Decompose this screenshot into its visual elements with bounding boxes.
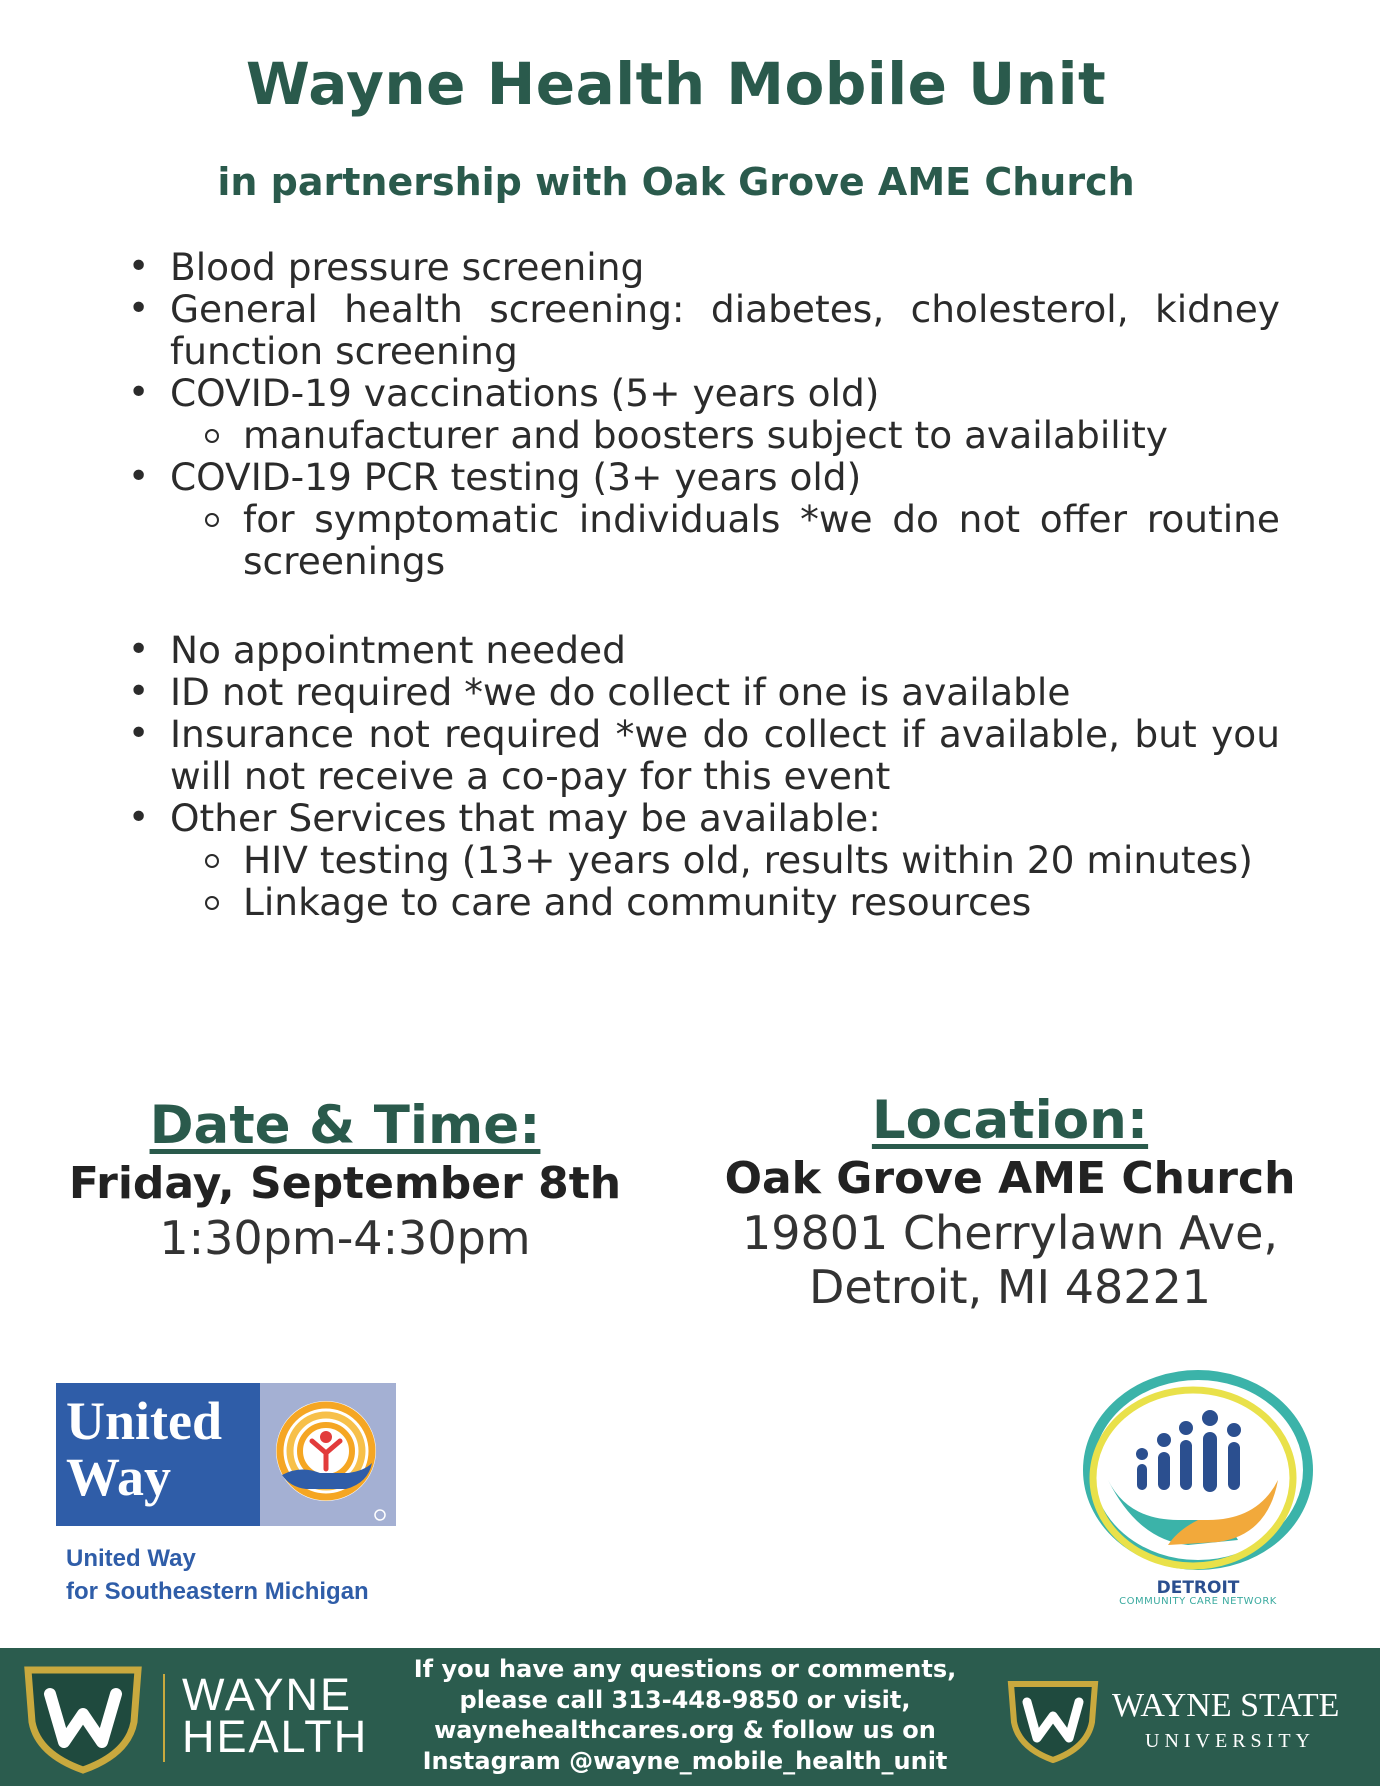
sub-list-item: for symptomatic individuals *we do not offer routine screenings	[170, 498, 1280, 582]
sub-list-item: Linkage to care and community resources	[170, 881, 1280, 923]
wayne-health-wordmark	[182, 1669, 369, 1762]
united-way-logo	[56, 1383, 396, 1526]
services-list	[170, 246, 1280, 582]
list-item: • Blood pressure screening	[170, 246, 1280, 288]
contact-line-2: please call 313-448-9850 or visit,	[459, 1685, 911, 1714]
dccn-label-1: DETROIT	[1156, 1578, 1240, 1598]
contact-line-3: waynehealthcares.org & follow us on	[434, 1716, 936, 1744]
location-section	[700, 1090, 1320, 1314]
event-date: Friday, September 8th	[68, 1158, 622, 1209]
dccn-label-2: COMMUNITY CARE NETWORK	[1119, 1596, 1277, 1607]
wayne-state-university-label: UNIVERSITY	[1145, 1730, 1315, 1752]
location-heading: Location:	[871, 1090, 1149, 1151]
footer	[0, 1648, 1380, 1786]
sub-list-item: HIV testing (13+ years old, results within 20 minutes)	[170, 839, 1280, 881]
wayne-health-word-2: HEALTH	[182, 1711, 369, 1762]
united-way-caption-line-1: United Way	[66, 1545, 196, 1572]
flyer-title: Wayne Health Mobile Unit	[245, 50, 1107, 118]
date-time-heading: Date & Time:	[149, 1095, 541, 1156]
wayne-health-divider	[163, 1674, 165, 1762]
list-item: • COVID-19 PCR testing (3+ years old)	[170, 456, 1280, 498]
contact-line-4: Instagram @wayne_mobile_health_unit	[422, 1746, 948, 1775]
united-way-caption-line-2: for Southeastern Michigan	[66, 1578, 369, 1605]
list-item: • Other Services that may be available:	[170, 797, 1280, 839]
location-name: Oak Grove AME Church	[724, 1153, 1296, 1204]
detroit-community-care-network-logo	[1068, 1370, 1328, 1610]
date-time-section	[40, 1095, 650, 1265]
united-way-caption	[66, 1542, 369, 1608]
list-item: • Insurance not required *we do collect if available, but you will not receive a co-pay for this event	[170, 713, 1280, 797]
wayne-health-word-1: WAYNE	[182, 1669, 353, 1720]
wayne-state-wordmark: WAYNE STATE	[1112, 1687, 1340, 1724]
address-line-2: Detroit, MI 48221	[808, 1260, 1212, 1314]
sub-list-item: manufacturer and boosters subject to availability	[170, 414, 1280, 456]
list-item: • ID not required *we do collect if one is available	[170, 671, 1280, 713]
flyer-subtitle: in partnership with Oak Grove AME Church	[217, 160, 1135, 204]
contact-line-1: If you have any questions or comments,	[413, 1655, 957, 1683]
notes-list	[170, 629, 1280, 923]
list-item: • No appointment needed	[170, 629, 1280, 671]
wayne-health-shield-icon	[18, 1662, 148, 1774]
united-way-logo-text: United Way	[66, 1391, 223, 1507]
united-way-emblem-icon	[260, 1383, 396, 1526]
united-way-emblem-panel	[260, 1383, 396, 1526]
address-line-1: 19801 Cherrylawn Ave,	[741, 1206, 1279, 1260]
list-item: • COVID-19 vaccinations (5+ years old)	[170, 372, 1280, 414]
list-item: • General health screening: diabetes, cholesterol, kidney function screening	[170, 288, 1280, 372]
wayne-state-shield-icon	[1005, 1678, 1101, 1764]
event-time: 1:30pm-4:30pm	[159, 1211, 531, 1265]
contact-info	[395, 1654, 975, 1776]
